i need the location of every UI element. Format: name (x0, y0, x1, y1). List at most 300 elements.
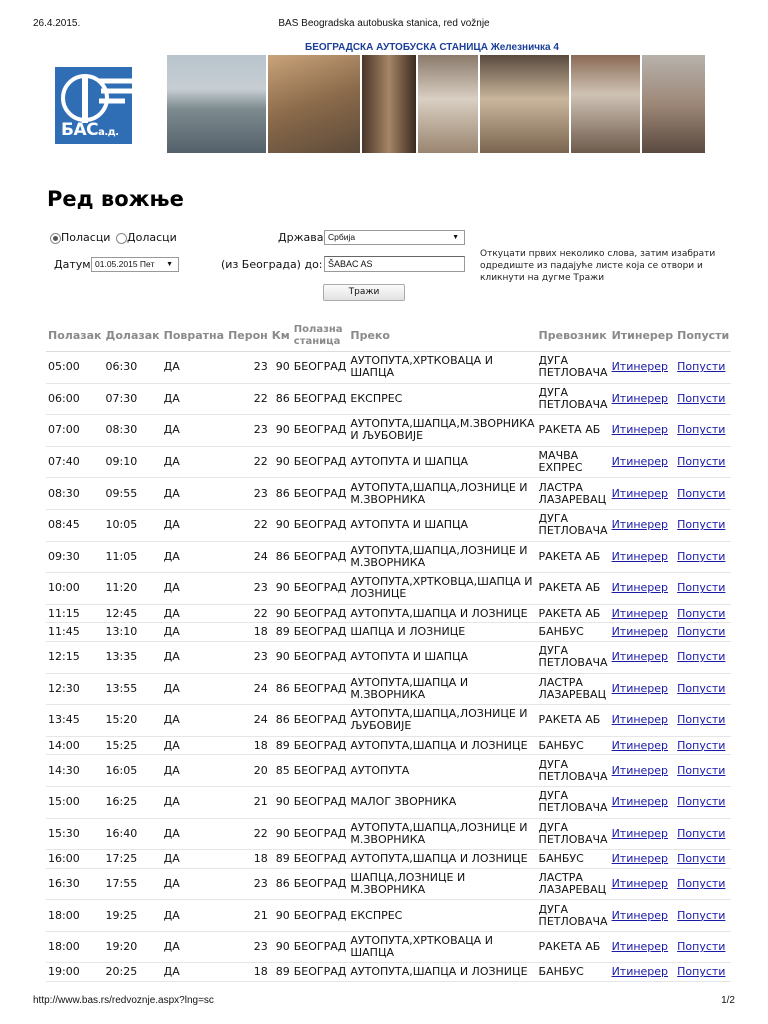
discounts-link[interactable]: Попусти (677, 713, 726, 727)
itinerary-link-cell (610, 868, 676, 900)
discounts-link-cell (675, 818, 731, 850)
cell-arrival: 17:25 (104, 850, 162, 869)
cell-carrier: ДУГА ПЕТЛОВАЧА (537, 641, 610, 673)
cell-departure: 15:00 (46, 786, 104, 818)
cell-return: ДА (162, 573, 226, 605)
cell-via: МАЛОГ ЗВОРНИКА (348, 786, 536, 818)
cell-departure: 11:15 (46, 604, 104, 623)
cell-platform: 21 (226, 786, 270, 818)
discounts-link[interactable]: Попусти (677, 908, 726, 922)
cell-return: ДА (162, 818, 226, 850)
cell-via: АУТОПУТА,ШАПЦА И ЛОЗНИЦЕ (348, 736, 536, 755)
discounts-link-cell (675, 623, 731, 642)
schedule-table (46, 320, 731, 982)
itinerary-link[interactable]: Итинерер (611, 826, 669, 840)
cell-return: ДА (162, 641, 226, 673)
cell-carrier: ДУГА ПЕТЛОВАЧА (537, 786, 610, 818)
cell-via: ЕКСПРЕС (348, 383, 536, 415)
cell-via: ШАПЦА,ЛОЗНИЦЕ И М.ЗВОРНИКА (348, 868, 536, 900)
cell-carrier: РАКЕТА АБ (537, 573, 610, 605)
cell-km: 86 (270, 383, 292, 415)
cell-km: 86 (270, 673, 292, 705)
itinerary-link-cell (610, 446, 676, 478)
table-row (46, 705, 731, 737)
bas-logo[interactable] (55, 67, 132, 144)
discounts-link-cell (675, 868, 731, 900)
cell-departure: 09:30 (46, 541, 104, 573)
cell-station: БЕОГРАД (292, 736, 349, 755)
cell-carrier: ДУГА ПЕТЛОВАЧА (537, 900, 610, 932)
cell-return: ДА (162, 415, 226, 447)
itinerary-link-cell (610, 931, 676, 963)
cell-arrival: 16:05 (104, 755, 162, 787)
cell-platform: 20 (226, 755, 270, 787)
discounts-link[interactable]: Попусти (677, 650, 726, 664)
cell-station: БЕОГРАД (292, 963, 349, 982)
cell-km: 90 (270, 900, 292, 932)
date-select-value: 01.05.2015 Пет (95, 259, 155, 269)
cell-via: АУТОПУТА И ШАПЦА (348, 446, 536, 478)
discounts-link-cell (675, 573, 731, 605)
cell-platform: 23 (226, 868, 270, 900)
itinerary-link[interactable]: Итинерер (611, 455, 669, 469)
itinerary-link-cell (610, 641, 676, 673)
discounts-link[interactable]: Попусти (677, 851, 726, 865)
cell-carrier: БАНБУС (537, 623, 610, 642)
table-row (46, 673, 731, 705)
cell-platform: 18 (226, 850, 270, 869)
country-select-value: Србија (328, 232, 356, 242)
itinerary-link-cell (610, 673, 676, 705)
discounts-link[interactable]: Попусти (677, 391, 726, 405)
cell-via: АУТОПУТА,ШАПЦА,ЛОЗНИЦЕ И М.ЗВОРНИКА (348, 818, 536, 850)
cell-return: ДА (162, 383, 226, 415)
cell-carrier: РАКЕТА АБ (537, 541, 610, 573)
cell-platform: 22 (226, 446, 270, 478)
cell-km: 86 (270, 478, 292, 510)
cell-station: БЕОГРАД (292, 446, 349, 478)
table-row (46, 383, 731, 415)
cell-km: 90 (270, 509, 292, 541)
itinerary-link-cell (610, 705, 676, 737)
discounts-link[interactable]: Попусти (677, 965, 726, 979)
cell-departure: 13:45 (46, 705, 104, 737)
discounts-link-cell (675, 963, 731, 982)
table-row (46, 541, 731, 573)
discounts-link-cell (675, 383, 731, 415)
cell-arrival: 16:25 (104, 786, 162, 818)
cell-arrival: 06:30 (104, 352, 162, 384)
discounts-link-cell (675, 604, 731, 623)
cell-return: ДА (162, 931, 226, 963)
cell-departure: 16:30 (46, 868, 104, 900)
cell-return: ДА (162, 478, 226, 510)
itinerary-link[interactable]: Итинерер (611, 650, 669, 664)
cell-via: ЕКСПРЕС (348, 900, 536, 932)
cell-km: 86 (270, 541, 292, 573)
cell-via: АУТОПУТА,ШАПЦА,ЛОЗНИЦЕ И М.ЗВОРНИКА (348, 478, 536, 510)
discounts-link[interactable]: Попусти (677, 360, 726, 374)
table-row (46, 573, 731, 605)
cell-via: АУТОПУТА,ХРТКОВАЦА И ШАПЦА (348, 352, 536, 384)
departures-label[interactable]: Поласци (61, 231, 111, 244)
cell-departure: 08:30 (46, 478, 104, 510)
cell-station: БЕОГРАД (292, 383, 349, 415)
cell-carrier: ЛАСТРА ЛАЗАРЕВАЦ (537, 868, 610, 900)
itinerary-link-cell (610, 818, 676, 850)
table-row (46, 415, 731, 447)
table-row (46, 478, 731, 510)
itinerary-link-cell (610, 900, 676, 932)
col-header-platform: Перон (226, 320, 270, 352)
itinerary-link[interactable]: Итинерер (611, 851, 669, 865)
cell-platform: 23 (226, 415, 270, 447)
cell-arrival: 15:25 (104, 736, 162, 755)
banner-photo (642, 55, 705, 153)
print-page-number: 1/2 (721, 995, 735, 1006)
table-row (46, 931, 731, 963)
table-row (46, 446, 731, 478)
itinerary-link[interactable]: Итинерер (611, 738, 669, 752)
cell-carrier: ДУГА ПЕТЛОВАЧА (537, 755, 610, 787)
banner-title: БЕОГРАДСКА АУТОБУСКА СТАНИЦА Железничка 4 (305, 42, 559, 53)
cell-via: АУТОПУТА И ШАПЦА (348, 509, 536, 541)
dropdown-arrow-icon: ▼ (452, 234, 459, 241)
cell-via: АУТОПУТА,ХРТКОВЦА,ШАПЦА И ЛОЗНИЦЕ (348, 573, 536, 605)
table-row (46, 352, 731, 384)
cell-return: ДА (162, 963, 226, 982)
search-button[interactable]: Тражи (323, 284, 405, 301)
cell-km: 86 (270, 868, 292, 900)
cell-arrival: 13:35 (104, 641, 162, 673)
discounts-link-cell (675, 705, 731, 737)
cell-platform: 22 (226, 818, 270, 850)
cell-km: 86 (270, 705, 292, 737)
cell-arrival: 09:55 (104, 478, 162, 510)
cell-departure: 12:30 (46, 673, 104, 705)
itinerary-link[interactable]: Итинерер (611, 681, 669, 695)
cell-departure: 10:00 (46, 573, 104, 605)
cell-via: АУТОПУТА,ШАПЦА,М.ЗВОРНИКА И ЉУБОВИЈЕ (348, 415, 536, 447)
cell-via: ШАПЦА И ЛОЗНИЦЕ (348, 623, 536, 642)
cell-via: АУТОПУТА (348, 755, 536, 787)
cell-departure: 06:00 (46, 383, 104, 415)
cell-station: БЕОГРАД (292, 673, 349, 705)
cell-station: БЕОГРАД (292, 623, 349, 642)
cell-carrier: ДУГА ПЕТЛОВАЧА (537, 383, 610, 415)
itinerary-link[interactable]: Итинерер (611, 763, 669, 777)
cell-station: БЕОГРАД (292, 641, 349, 673)
itinerary-link-cell (610, 415, 676, 447)
discounts-link-cell (675, 850, 731, 869)
cell-departure: 05:00 (46, 352, 104, 384)
itinerary-link-cell (610, 541, 676, 573)
cell-departure: 19:00 (46, 963, 104, 982)
country-label: Држава (278, 231, 324, 244)
table-row (46, 623, 731, 642)
table-row (46, 509, 731, 541)
cell-via: АУТОПУТА,ШАПЦА И ЛОЗНИЦЕ (348, 604, 536, 623)
cell-return: ДА (162, 541, 226, 573)
table-row (46, 736, 731, 755)
cell-km: 90 (270, 352, 292, 384)
discounts-link-cell (675, 641, 731, 673)
cell-station: БЕОГРАД (292, 705, 349, 737)
cell-km: 89 (270, 850, 292, 869)
cell-arrival: 20:25 (104, 963, 162, 982)
cell-km: 90 (270, 415, 292, 447)
discounts-link[interactable]: Попусти (677, 940, 726, 954)
table-row (46, 755, 731, 787)
itinerary-link-cell (610, 755, 676, 787)
destination-label: (из Београда) до: (221, 258, 323, 271)
cell-platform: 18 (226, 736, 270, 755)
page-title: Ред вожње (47, 187, 184, 211)
table-row (46, 868, 731, 900)
cell-return: ДА (162, 755, 226, 787)
col-header-itinerary: Итинерер (610, 320, 676, 352)
cell-departure: 07:40 (46, 446, 104, 478)
cell-station: БЕОГРАД (292, 868, 349, 900)
cell-via: АУТОПУТА,ШАПЦА И ЛОЗНИЦЕ (348, 963, 536, 982)
arrivals-radio[interactable] (116, 233, 127, 244)
cell-km: 90 (270, 818, 292, 850)
cell-arrival: 17:55 (104, 868, 162, 900)
cell-return: ДА (162, 900, 226, 932)
cell-arrival: 08:30 (104, 415, 162, 447)
cell-departure: 18:00 (46, 931, 104, 963)
cell-km: 89 (270, 963, 292, 982)
discounts-link[interactable]: Попусти (677, 606, 726, 620)
cell-platform: 22 (226, 509, 270, 541)
itinerary-link[interactable]: Итинерер (611, 423, 669, 437)
itinerary-link[interactable]: Итинерер (611, 391, 669, 405)
cell-km: 90 (270, 931, 292, 963)
itinerary-link[interactable]: Итинерер (611, 486, 669, 500)
cell-departure: 16:00 (46, 850, 104, 869)
cell-via: АУТОПУТА,ШАПЦА И М.ЗВОРНИКА (348, 673, 536, 705)
cell-arrival: 13:55 (104, 673, 162, 705)
cell-station: БЕОГРАД (292, 509, 349, 541)
cell-station: БЕОГРАД (292, 415, 349, 447)
discounts-link[interactable]: Попусти (677, 763, 726, 777)
cell-via: АУТОПУТА,ШАПЦА,ЛОЗНИЦЕ И М.ЗВОРНИКА (348, 541, 536, 573)
discounts-link-cell (675, 900, 731, 932)
print-date: 26.4.2015. (33, 18, 81, 29)
cell-departure: 15:30 (46, 818, 104, 850)
print-title: BAS Beogradska autobuska stanica, red vožnje (278, 18, 490, 29)
cell-return: ДА (162, 736, 226, 755)
cell-carrier: ДУГА ПЕТЛОВАЧА (537, 818, 610, 850)
cell-station: БЕОГРАД (292, 931, 349, 963)
cell-carrier: ЛАСТРА ЛАЗАРЕВАЦ (537, 478, 610, 510)
col-header-arrival: Долазак (104, 320, 162, 352)
table-row (46, 786, 731, 818)
table-row (46, 900, 731, 932)
itinerary-link-cell (610, 736, 676, 755)
cell-via: АУТОПУТА,ШАПЦА,ЛОЗНИЦЕ И ЉУБОВИЈЕ (348, 705, 536, 737)
discounts-link-cell (675, 931, 731, 963)
cell-via: АУТОПУТА,ШАПЦА И ЛОЗНИЦЕ (348, 850, 536, 869)
cell-departure: 14:30 (46, 755, 104, 787)
itinerary-link-cell (610, 786, 676, 818)
cell-station: БЕОГРАД (292, 604, 349, 623)
col-header-discounts: Попусти (675, 320, 731, 352)
cell-platform: 23 (226, 352, 270, 384)
cell-return: ДА (162, 352, 226, 384)
cell-arrival: 15:20 (104, 705, 162, 737)
cell-station: БЕОГРАД (292, 352, 349, 384)
cell-carrier: БАНБУС (537, 850, 610, 869)
cell-carrier: МАЧВА ЕХПРЕС (537, 446, 610, 478)
col-header-return: Повратна (162, 320, 226, 352)
cell-carrier: РАКЕТА АБ (537, 604, 610, 623)
date-select[interactable] (91, 257, 179, 272)
table-row (46, 604, 731, 623)
cell-platform: 24 (226, 673, 270, 705)
country-select[interactable] (324, 230, 465, 245)
cell-platform: 22 (226, 383, 270, 415)
col-header-carrier: Превозник (537, 320, 610, 352)
discounts-link-cell (675, 509, 731, 541)
cell-arrival: 19:20 (104, 931, 162, 963)
cell-station: БЕОГРАД (292, 786, 349, 818)
itinerary-link[interactable]: Итинерер (611, 795, 669, 809)
table-row (46, 850, 731, 869)
discounts-link[interactable]: Попусти (677, 681, 726, 695)
cell-km: 90 (270, 604, 292, 623)
cell-via: АУТОПУТА И ШАПЦА (348, 641, 536, 673)
cell-arrival: 09:10 (104, 446, 162, 478)
cell-departure: 07:00 (46, 415, 104, 447)
itinerary-link[interactable]: Итинерер (611, 606, 669, 620)
cell-departure: 12:15 (46, 641, 104, 673)
cell-platform: 23 (226, 641, 270, 673)
discounts-link[interactable]: Попусти (677, 549, 726, 563)
table-header-row (46, 320, 731, 352)
cell-carrier: ДУГА ПЕТЛОВАЧА (537, 509, 610, 541)
cell-departure: 11:45 (46, 623, 104, 642)
cell-departure: 08:45 (46, 509, 104, 541)
cell-return: ДА (162, 509, 226, 541)
cell-return: ДА (162, 786, 226, 818)
logo-text: БАСа.д. (61, 120, 119, 140)
itinerary-link[interactable]: Итинерер (611, 713, 669, 727)
cell-station: БЕОГРАД (292, 541, 349, 573)
cell-carrier: РАКЕТА АБ (537, 415, 610, 447)
itinerary-link[interactable]: Итинерер (611, 940, 669, 954)
itinerary-link[interactable]: Итинерер (611, 876, 669, 890)
cell-km: 90 (270, 786, 292, 818)
cell-arrival: 07:30 (104, 383, 162, 415)
discounts-link[interactable]: Попусти (677, 581, 726, 595)
cell-return: ДА (162, 673, 226, 705)
itinerary-link-cell (610, 509, 676, 541)
cell-carrier: ДУГА ПЕТЛОВАЧА (537, 352, 610, 384)
destination-input[interactable]: ŠABAC AS (324, 256, 465, 272)
cell-return: ДА (162, 705, 226, 737)
itinerary-link-cell (610, 623, 676, 642)
cell-station: БЕОГРАД (292, 818, 349, 850)
cell-km: 90 (270, 573, 292, 605)
itinerary-link[interactable]: Итинерер (611, 360, 669, 374)
discounts-link-cell (675, 352, 731, 384)
dropdown-arrow-icon: ▼ (166, 261, 173, 268)
itinerary-link[interactable]: Итинерер (611, 549, 669, 563)
print-url: http://www.bas.rs/redvoznje.aspx?lng=sc (33, 995, 214, 1006)
discounts-link-cell (675, 786, 731, 818)
banner-photo (268, 55, 359, 153)
discounts-link[interactable]: Попусти (677, 518, 726, 532)
itinerary-link-cell (610, 383, 676, 415)
discounts-link-cell (675, 478, 731, 510)
cell-km: 90 (270, 446, 292, 478)
table-row (46, 963, 731, 982)
cell-departure: 18:00 (46, 900, 104, 932)
discounts-link[interactable]: Попусти (677, 486, 726, 500)
discounts-link[interactable]: Попусти (677, 795, 726, 809)
cell-return: ДА (162, 446, 226, 478)
cell-platform: 18 (226, 623, 270, 642)
cell-station: БЕОГРАД (292, 900, 349, 932)
cell-arrival: 16:40 (104, 818, 162, 850)
cell-platform: 23 (226, 478, 270, 510)
itinerary-link[interactable]: Итинерер (611, 625, 669, 639)
col-header-departure: Полазак (46, 320, 104, 352)
cell-arrival: 11:20 (104, 573, 162, 605)
cell-platform: 23 (226, 573, 270, 605)
banner-photo (362, 55, 417, 153)
discounts-link[interactable]: Попусти (677, 625, 726, 639)
discounts-link-cell (675, 541, 731, 573)
search-hint: Откуцати првих неколико слова, затим изабрати одредиште из падајуће листе која се отвори и кликнути на дугме Тражи (480, 249, 716, 283)
cell-return: ДА (162, 623, 226, 642)
itinerary-link-cell (610, 573, 676, 605)
itinerary-link[interactable]: Итинерер (611, 965, 669, 979)
discounts-link[interactable]: Попусти (677, 455, 726, 469)
cell-carrier: БАНБУС (537, 963, 610, 982)
itinerary-link[interactable]: Итинерер (611, 908, 669, 922)
cell-km: 89 (270, 736, 292, 755)
cell-arrival: 12:45 (104, 604, 162, 623)
itinerary-link-cell (610, 352, 676, 384)
discounts-link[interactable]: Попусти (677, 423, 726, 437)
departures-radio[interactable] (50, 233, 61, 244)
cell-carrier: РАКЕТА АБ (537, 705, 610, 737)
cell-via: АУТОПУТА,ХРТКОВАЦА И ШАПЦА (348, 931, 536, 963)
col-header-via: Преко (348, 320, 536, 352)
cell-platform: 22 (226, 604, 270, 623)
cell-km: 85 (270, 755, 292, 787)
cell-arrival: 13:10 (104, 623, 162, 642)
itinerary-link[interactable]: Итинерер (611, 581, 669, 595)
arrivals-label[interactable]: Доласци (127, 231, 177, 244)
cell-platform: 24 (226, 705, 270, 737)
cell-carrier: ЛАСТРА ЛАЗАРЕВАЦ (537, 673, 610, 705)
discounts-link[interactable]: Попусти (677, 876, 726, 890)
discounts-link[interactable]: Попусти (677, 826, 726, 840)
discounts-link[interactable]: Попусти (677, 738, 726, 752)
cell-station: БЕОГРАД (292, 573, 349, 605)
discounts-link-cell (675, 673, 731, 705)
discounts-link-cell (675, 736, 731, 755)
table-row (46, 818, 731, 850)
cell-arrival: 19:25 (104, 900, 162, 932)
cell-return: ДА (162, 604, 226, 623)
discounts-link-cell (675, 446, 731, 478)
cell-arrival: 11:05 (104, 541, 162, 573)
itinerary-link[interactable]: Итинерер (611, 518, 669, 532)
